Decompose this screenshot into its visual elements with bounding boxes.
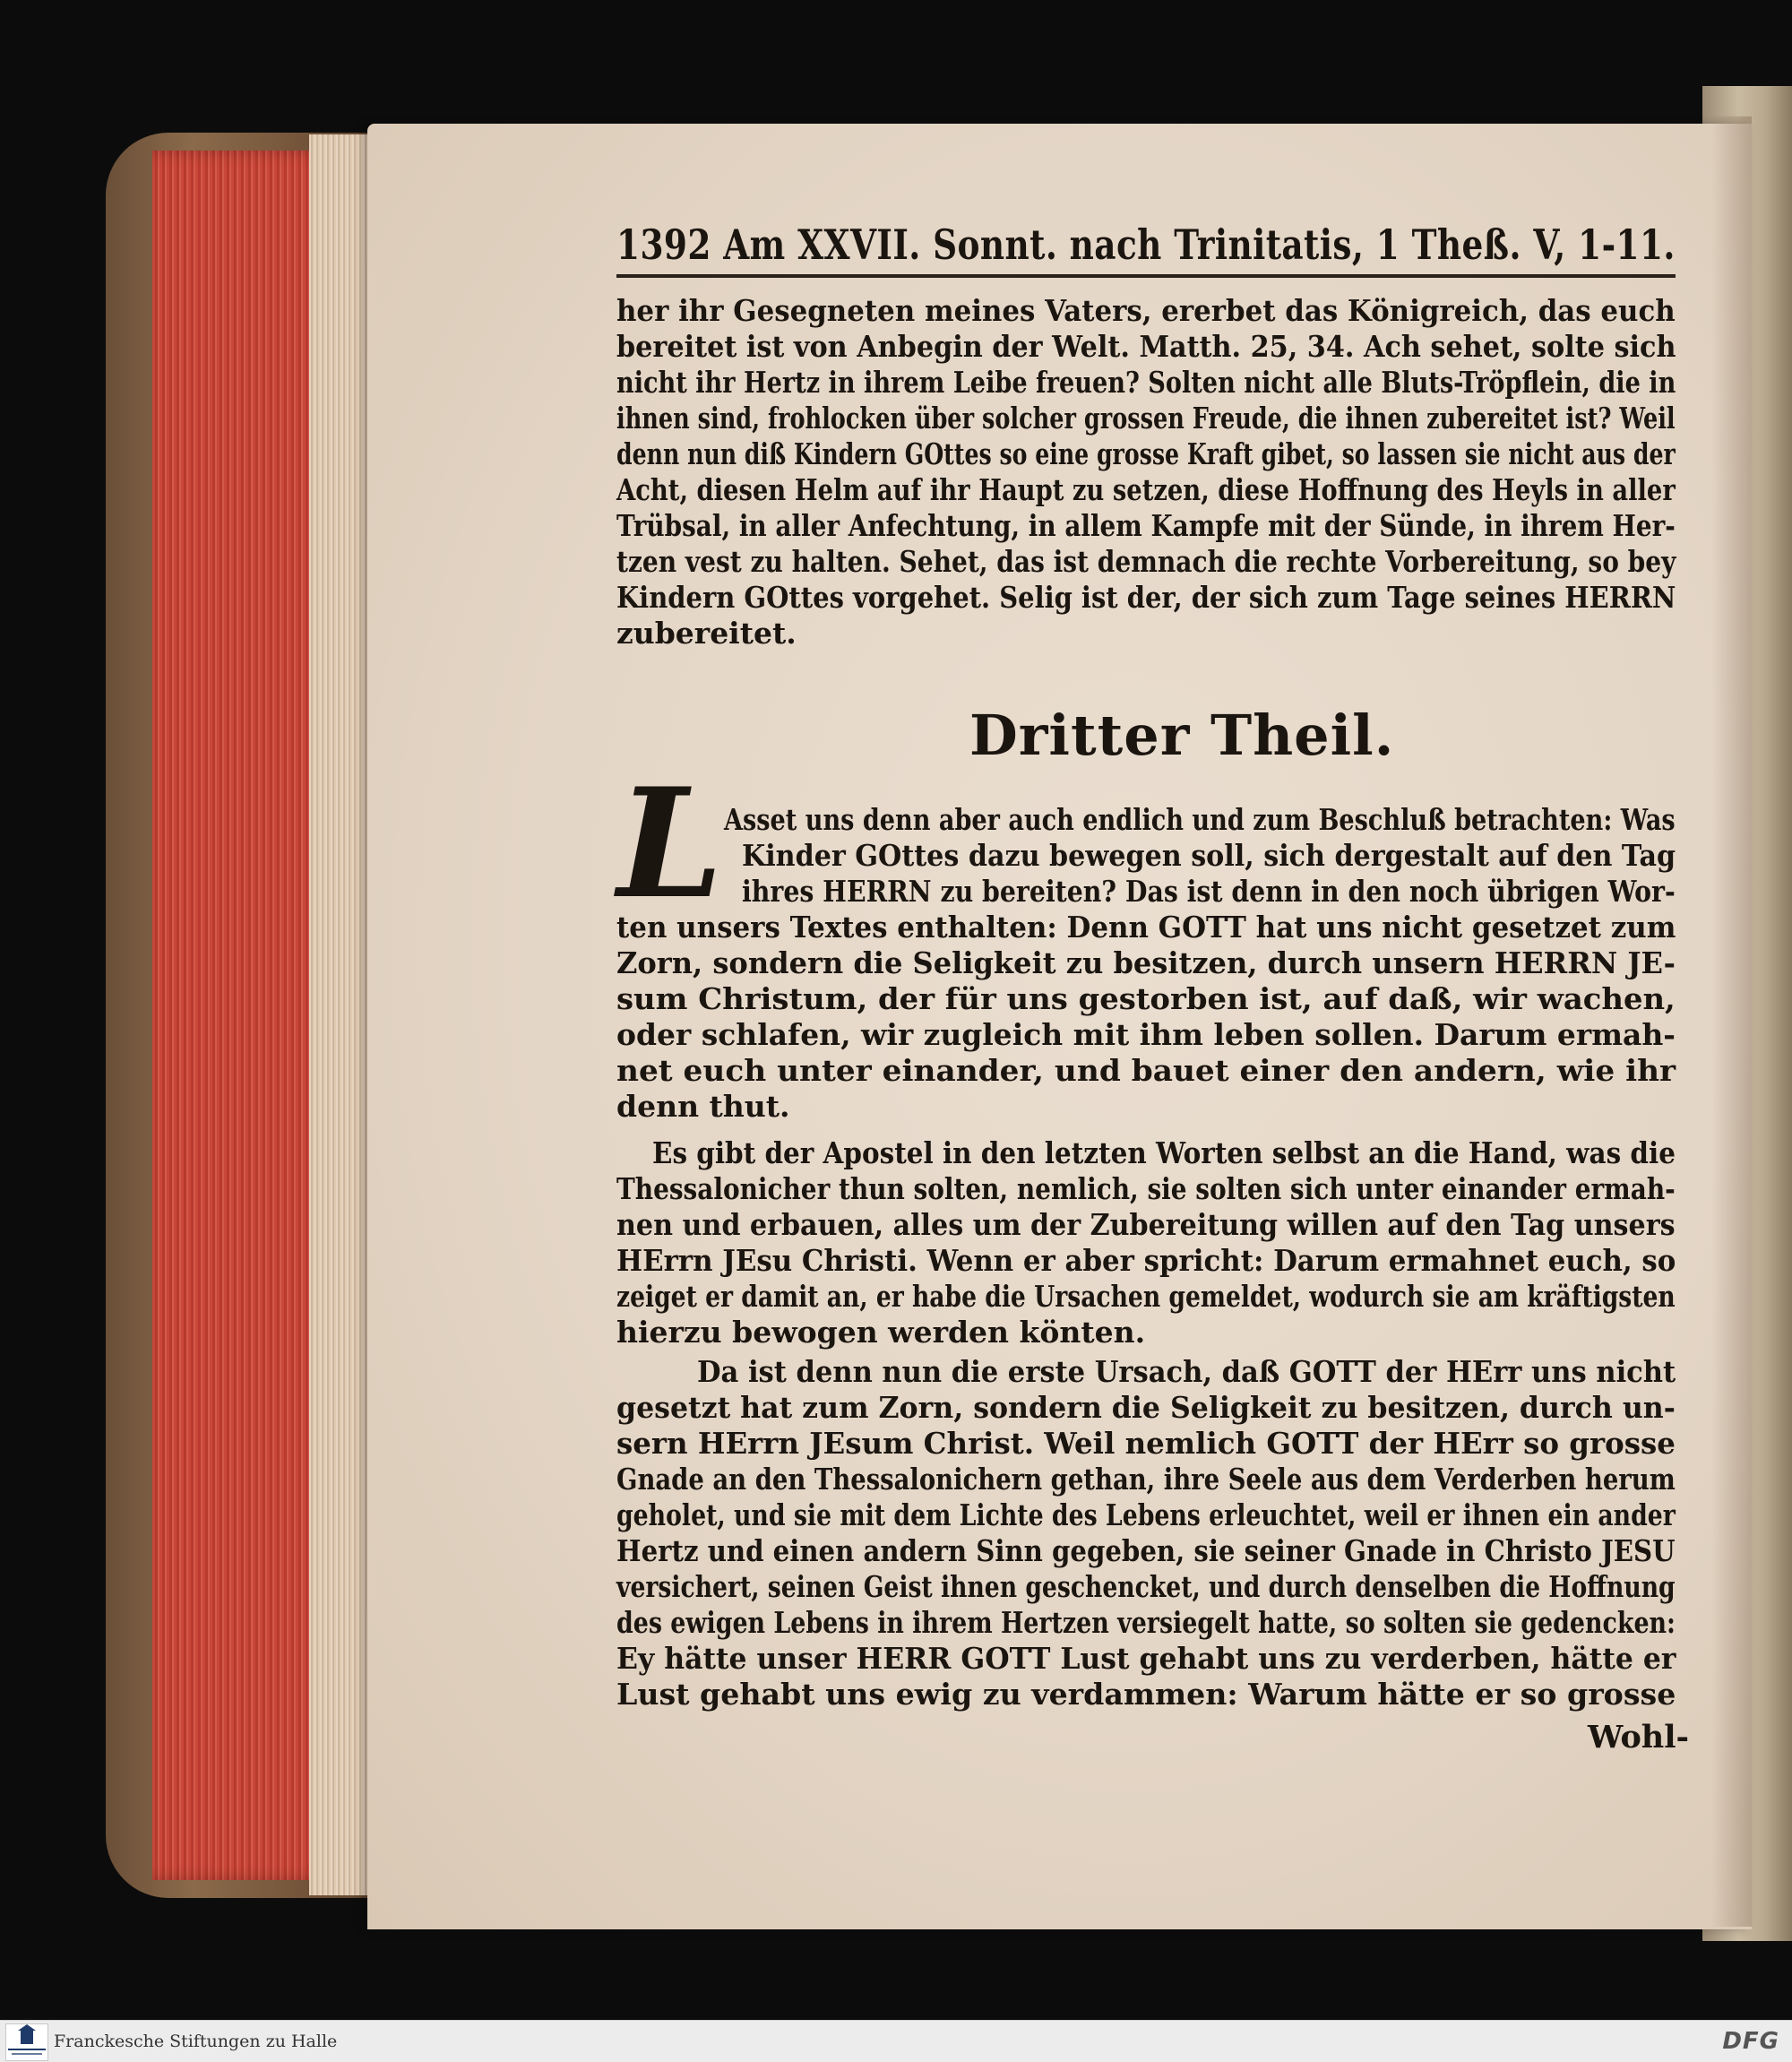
- text-line: sern HErrn JEsum Christ. Weil nemlich GOTT der HErr so grosse: [616, 1426, 1676, 1461]
- text-line: versichert, seinen Geist ihnen geschencket, und durch denselben die Hoffnung: [616, 1569, 1676, 1604]
- text-line: nicht ihr Hertz in ihrem Leibe freuen? Solten nicht alle Bluts-Tröpflein, die in: [616, 365, 1676, 400]
- text-line: Thessalonicher thun solten, nemlich, sie solten sich unter einander ermah-: [616, 1171, 1676, 1206]
- text-line: sum Christum, der für uns gestorben ist, auf daß, wir wachen,: [616, 981, 1676, 1016]
- text-line: nen und erbauen, alles um der Zubereitung willen auf den Tag unsers: [616, 1207, 1676, 1242]
- dfg-logo: DFG: [1722, 2028, 1779, 2055]
- text-line: ihres HERRN zu bereiten? Das ist denn in den noch übrigen Wor-: [742, 874, 1676, 909]
- footer-bar: [0, 2020, 1792, 2062]
- page-stack-edges: [309, 134, 372, 1895]
- text-line: HErrn JEsu Christi. Wenn er aber spricht: Darum ermahnet euch, so: [616, 1243, 1676, 1278]
- page-gutter-shadow: [1711, 116, 1752, 1927]
- institution-logo-icon: [5, 2023, 48, 2061]
- text-line: oder schlafen, wir zugleich mit ihm leben sollen. Darum ermah-: [616, 1017, 1676, 1052]
- text-line: Kinder GOttes dazu bewegen soll, sich dergestalt auf den Tag: [742, 838, 1676, 873]
- text-line: Ey hätte unser HERR GOTT Lust gehabt uns zu verderben, hätte er: [616, 1641, 1676, 1676]
- page-header: 1392 Am XXVII. Sonnt. nach Trinitatis, 1 Theß. V, 1-11.: [616, 220, 1676, 269]
- text-line: ten unsers Textes enthalten: Denn GOTT hat uns nicht gesetzet zum: [616, 910, 1676, 945]
- text-line: hierzu bewogen werden könten.: [616, 1315, 1146, 1350]
- text-line: ihnen sind, frohlocken über solcher grossen Freude, die ihnen zubereitet ist? Weil: [616, 401, 1676, 436]
- text-line: Da ist denn nun die erste Ursach, daß GOTT der HErr uns nicht: [697, 1354, 1676, 1389]
- text-line: Asset uns denn aber auch endlich und zum Beschluß betrachten: Was: [724, 802, 1676, 837]
- text-line: zubereitet.: [616, 616, 797, 651]
- text-line: bereitet ist von Anbegin der Welt. Matth. 25, 34. Ach sehet, solte sich: [616, 329, 1676, 364]
- text-line: Trübsal, in aller Anfechtung, in allem Kampfe mit der Sünde, in ihrem Her-: [616, 508, 1676, 543]
- text-line: her ihr Gesegneten meines Vaters, ererbet das Königreich, das euch: [616, 293, 1676, 328]
- text-line: Es gibt der Apostel in den letzten Worten selbst an die Hand, was die: [652, 1135, 1676, 1170]
- text-line: net euch unter einander, und bauet einer den andern, wie ihr: [616, 1053, 1676, 1088]
- institution-name: Franckesche Stiftungen zu Halle: [54, 2032, 338, 2051]
- drop-cap-initial: L: [616, 755, 724, 932]
- text-line: denn nun diß Kindern GOttes so eine grosse Kraft gibet, so lassen sie nicht aus der: [616, 436, 1676, 471]
- text-line: Hertz und einen andern Sinn gegeben, sie seiner Gnade in Christo JESU: [616, 1533, 1676, 1568]
- text-line: denn thut.: [616, 1089, 790, 1124]
- text-line: Acht, diesen Helm auf ihr Haupt zu setzen, diese Hoffnung des Heyls in aller: [616, 472, 1676, 507]
- section-heading: Dritter Theil.: [969, 703, 1395, 768]
- text-line: Zorn, sondern die Seligkeit zu besitzen, durch unsern HERRN JE-: [616, 945, 1676, 980]
- text-line: zeiget er damit an, er habe die Ursachen gemeldet, wodurch sie am kräftigsten: [616, 1279, 1676, 1314]
- header-rule: [616, 274, 1676, 278]
- text-line: Lust gehabt uns ewig zu verdammen: Warum hätte er so grosse: [616, 1677, 1676, 1712]
- text-line: des ewigen Lebens in ihrem Hertzen versiegelt hatte, so solten sie gedencken:: [616, 1605, 1676, 1640]
- text-line: geholet, und sie mit dem Lichte des Lebens erleuchtet, weil er ihnen ein ander: [616, 1497, 1676, 1532]
- text-line: tzen vest zu halten. Sehet, das ist demnach die rechte Vorbereitung, so bey: [616, 544, 1676, 579]
- text-line: Kindern GOttes vorgehet. Selig ist der, der sich zum Tage seines HERRN: [616, 580, 1676, 615]
- catch-word: Wohl-: [1588, 1719, 1690, 1756]
- text-line: Gnade an den Thessalonichern gethan, ihre Seele aus dem Verderben herum: [616, 1462, 1676, 1497]
- text-line: gesetzt hat zum Zorn, sondern die Seligkeit zu besitzen, durch un-: [616, 1390, 1676, 1425]
